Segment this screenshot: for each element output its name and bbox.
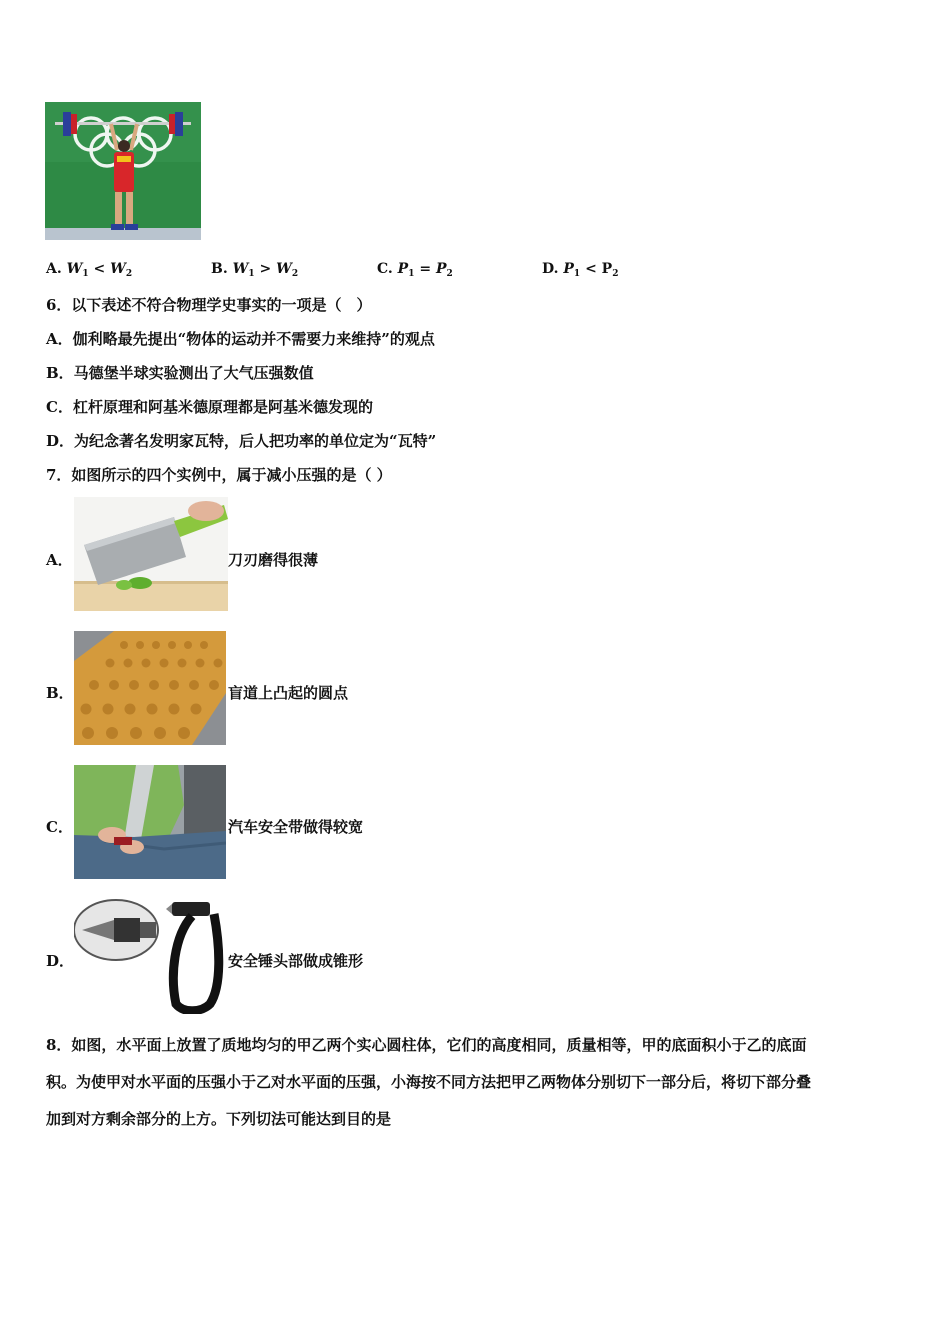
q7-option-b-text: 盲道上凸起的圆点 <box>228 684 349 702</box>
q5-option-d[interactable]: D. $P_1 < P_2$ <box>542 261 619 279</box>
q7-option-d-letter[interactable]: D． <box>46 952 75 970</box>
knife-image <box>74 497 228 611</box>
q6-option-d[interactable]: D．为纪念著名发明家瓦特，后人把功率的单位定为“瓦特” <box>46 432 437 450</box>
q7-option-c-text: 汽车安全带做得较宽 <box>228 818 364 836</box>
q7-option-c-letter[interactable]: C． <box>46 818 73 836</box>
q6-option-b[interactable]: B．马德堡半球实验测出了大气压强数值 <box>46 364 314 382</box>
q8-line-2: 积。为使甲对水平面的压强小于乙对水平面的压强，小海按不同方法把甲乙两物体分别切下一部分后，将切下部分叠 <box>46 1073 812 1091</box>
q5-option-c[interactable]: C. $P_1 = P_2$ <box>377 261 453 279</box>
seatbelt-image <box>74 765 226 879</box>
q5-option-a[interactable]: A. $W_1 < W_2$ <box>46 261 133 279</box>
q7-option-d-text: 安全锤头部做成锥形 <box>228 952 364 970</box>
q5-option-b[interactable]: B. $W_1 > W_2$ <box>211 261 299 279</box>
q7-option-a-text: 刀刃磨得很薄 <box>228 551 319 569</box>
tactile-paving-image <box>74 631 226 745</box>
safety-hammer-image <box>74 896 226 1014</box>
q6-option-a[interactable]: A．伽利略最先提出“物体的运动并不需要力来维持”的观点 <box>46 330 435 348</box>
q8-stem <box>46 1027 906 1138</box>
q8-line-3: 加到对方剩余部分的上方。下列切法可能达到目的是 <box>46 1110 392 1128</box>
q8-line-1: 8．如图，水平面上放置了质地均匀的甲乙两个实心圆柱体，它们的高度相同，质量相等，甲的底面积小于乙的底面 <box>46 1036 807 1054</box>
q7-option-b-letter[interactable]: B． <box>46 684 74 702</box>
weightlifter-image <box>45 102 201 240</box>
q6-option-c[interactable]: C．杠杆原理和阿基米德原理都是阿基米德发现的 <box>46 398 373 416</box>
q7-stem: 7．如图所示的四个实例中，属于减小压强的是（ ） <box>46 466 392 484</box>
q6-stem: 6．以下表述不符合物理学史事实的一项是（ ） <box>46 296 372 314</box>
q7-option-a-letter[interactable]: A． <box>46 551 73 569</box>
